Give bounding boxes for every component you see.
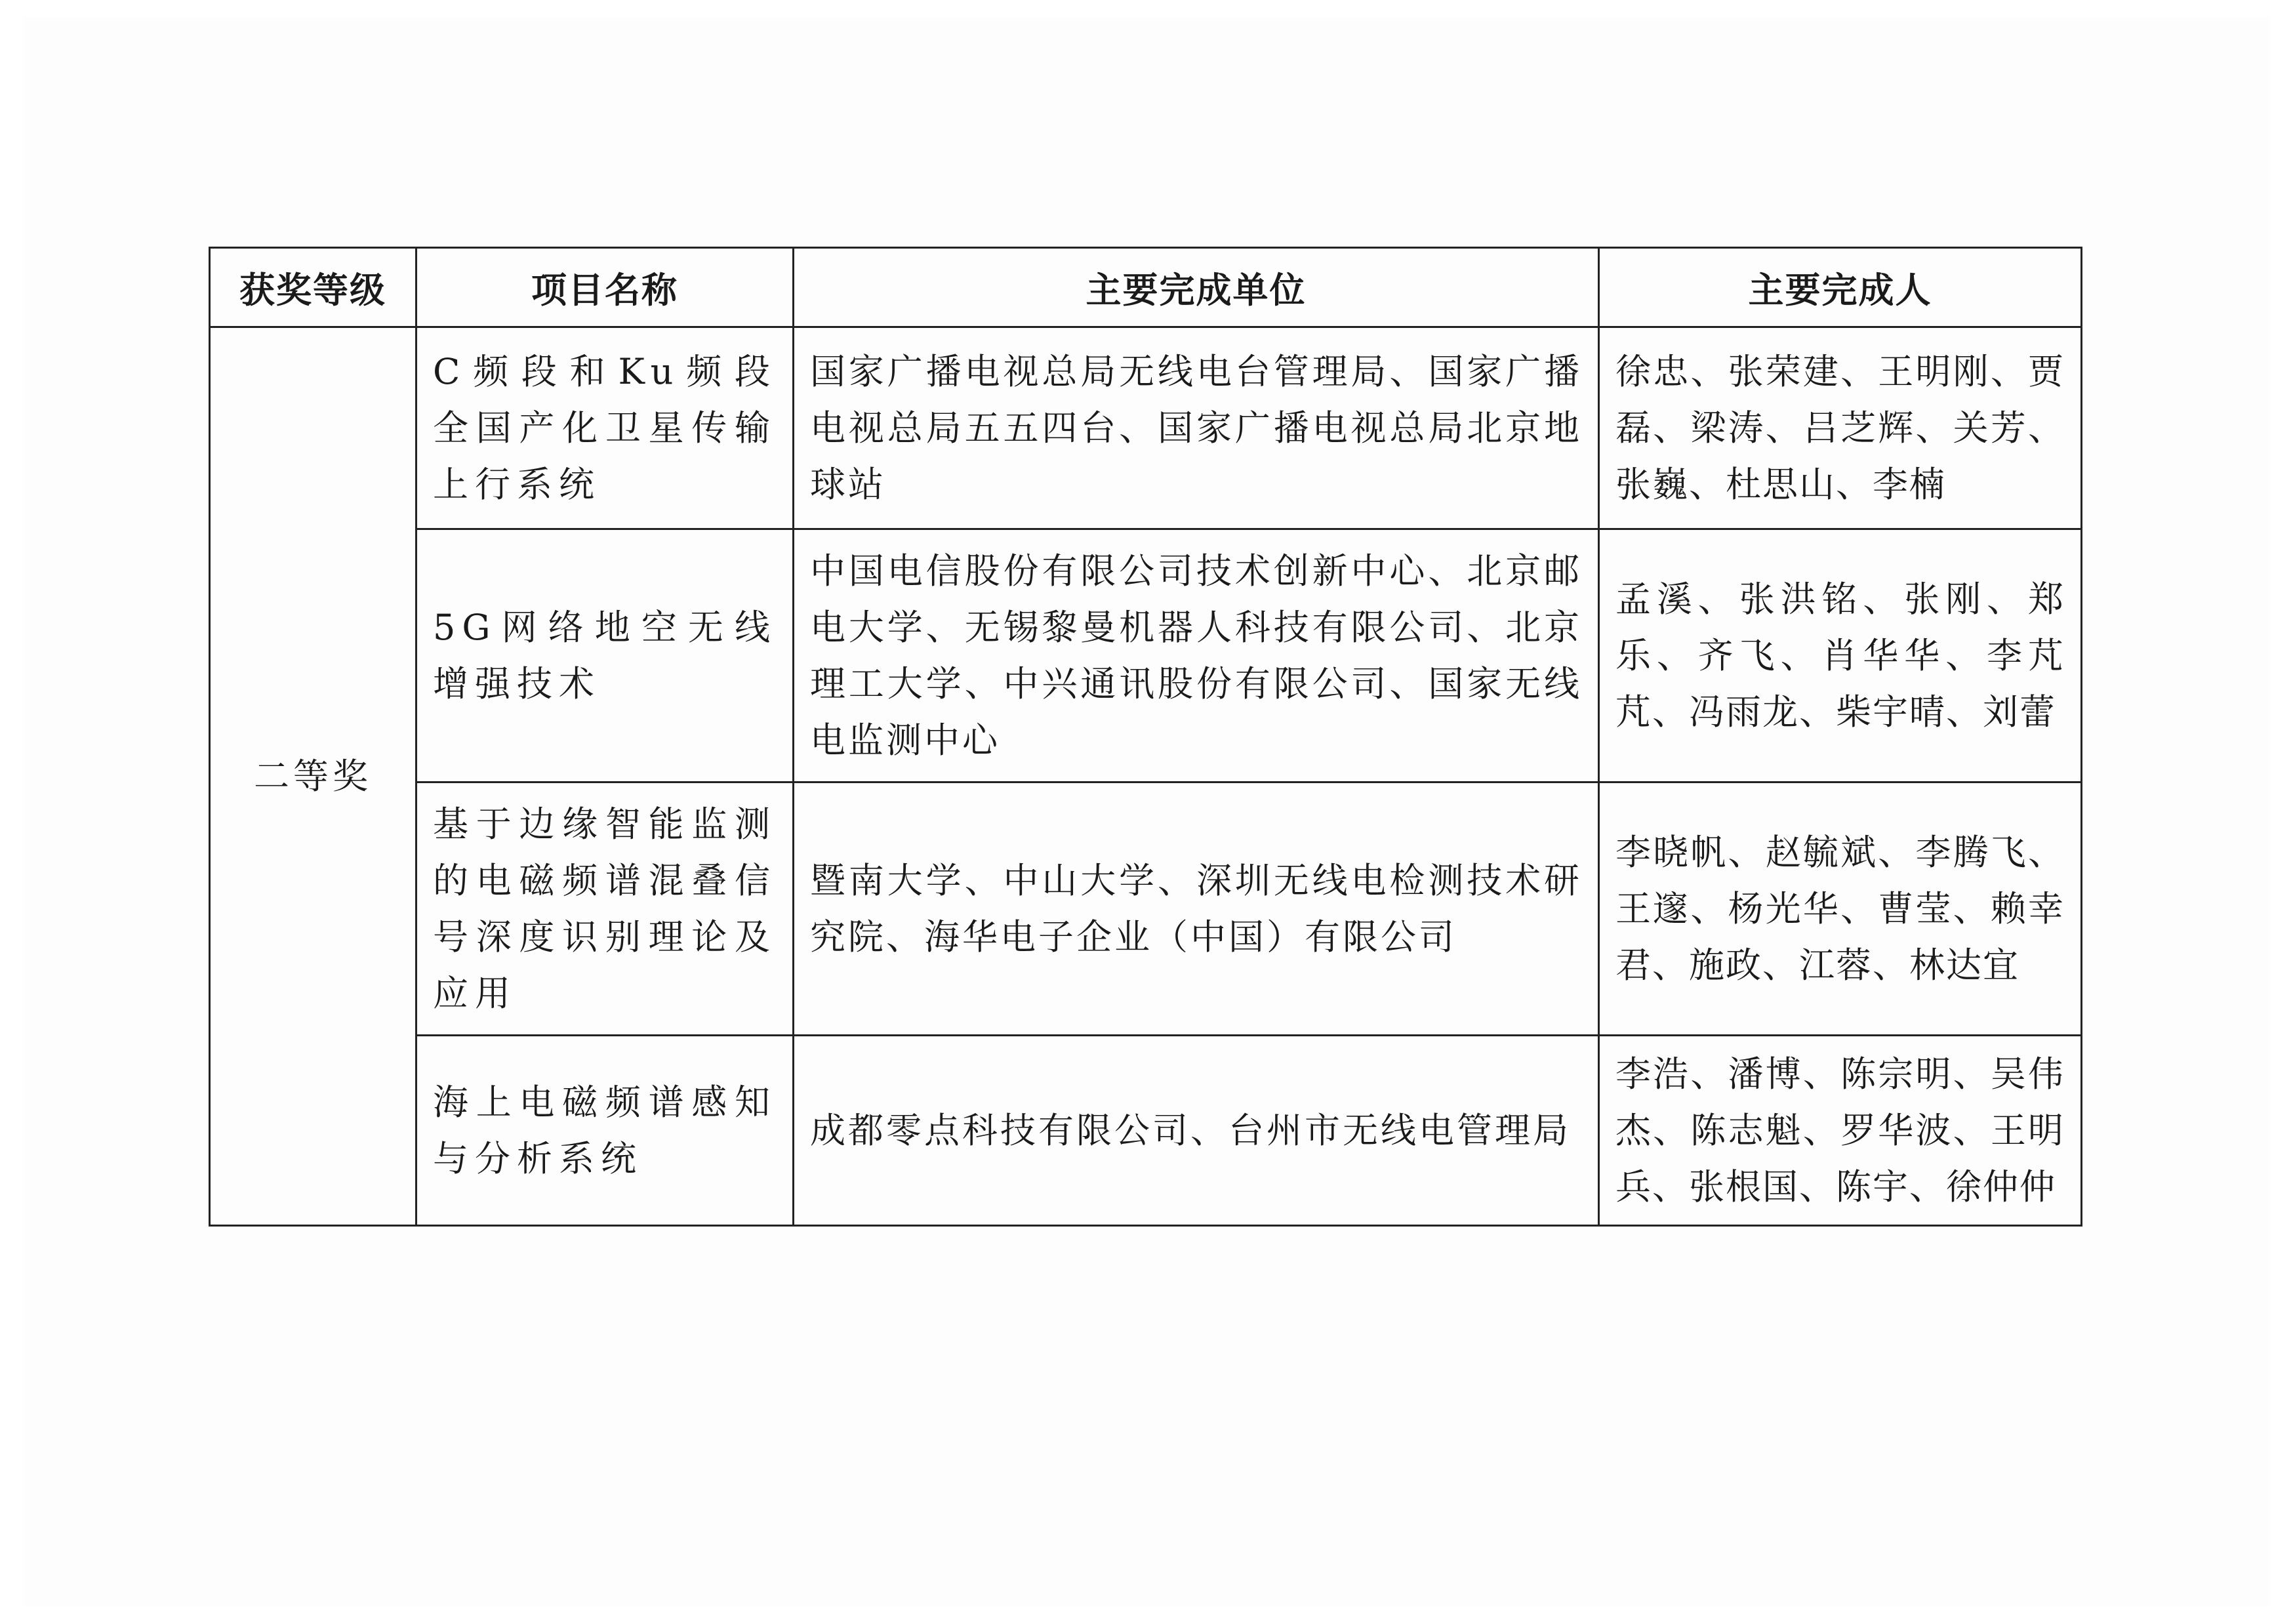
table-row	[210, 782, 2082, 1036]
project-name-cell: 5G网络地空无线增强技术	[416, 529, 794, 782]
header-main-units: 主要完成单位	[794, 248, 1599, 327]
header-project-name: 项目名称	[416, 248, 794, 327]
table-row	[210, 1036, 2082, 1226]
project-name-cell: C频段和Ku频段全国产化卫星传输上行系统	[416, 327, 794, 529]
main-units-cell: 暨南大学、中山大学、深圳无线电检测技术研究院、海华电子企业（中国）有限公司	[794, 782, 1599, 1036]
award-level-cell: 二等奖	[210, 327, 416, 1226]
header-main-persons: 主要完成人	[1599, 248, 2082, 327]
header-row	[210, 248, 2082, 327]
award-table	[209, 247, 2082, 1227]
project-name-cell: 基于边缘智能监测的电磁频谱混叠信号深度识别理论及应用	[416, 782, 794, 1036]
header-award-level: 获奖等级	[210, 248, 416, 327]
table-row	[210, 529, 2082, 782]
main-persons-cell: 李浩、潘博、陈宗明、吴伟杰、陈志魁、罗华波、王明兵、张根国、陈宇、徐仲仲	[1599, 1036, 2082, 1226]
main-units-cell: 成都零点科技有限公司、台州市无线电管理局	[794, 1036, 1599, 1226]
main-units-cell: 中国电信股份有限公司技术创新中心、北京邮电大学、无锡黎曼机器人科技有限公司、北京理工大学、中兴通讯股份有限公司、国家无线电监测中心	[794, 529, 1599, 782]
main-units-cell: 国家广播电视总局无线电台管理局、国家广播电视总局五五四台、国家广播电视总局北京地球站	[794, 327, 1599, 529]
main-persons-cell: 孟溪、张洪铭、张刚、郑乐、齐飞、肖华华、李芃芃、冯雨龙、柴宇晴、刘蕾	[1599, 529, 2082, 782]
table-row	[210, 327, 2082, 529]
main-persons-cell: 徐忠、张荣建、王明刚、贾磊、梁涛、吕芝辉、关芳、张巍、杜思山、李楠	[1599, 327, 2082, 529]
project-name-cell: 海上电磁频谱感知与分析系统	[416, 1036, 794, 1226]
main-persons-cell: 李晓帆、赵毓斌、李腾飞、王邃、杨光华、曹莹、赖幸君、施政、江蓉、林达宜	[1599, 782, 2082, 1036]
